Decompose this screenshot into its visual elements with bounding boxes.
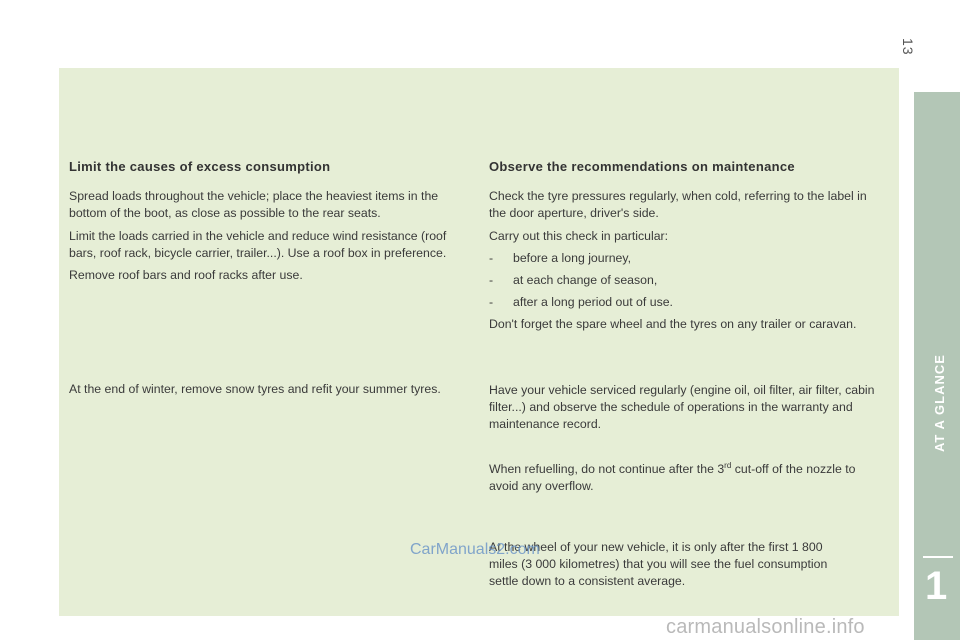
right-paragraph-4: Have your vehicle serviced regularly (engine oil, oil filter, air filter, cabin filter...) and observe the schedule of operations in the warranty and maintenance record. xyxy=(489,383,875,432)
footer-watermark[interactable]: carmanualsonline.info xyxy=(666,616,865,638)
content-panel xyxy=(59,68,899,616)
list-item xyxy=(489,250,884,267)
right-column xyxy=(489,158,884,589)
left-heading: Limit the causes of excess consumption xyxy=(69,159,331,174)
left-column xyxy=(69,158,464,396)
chapter-number: 1 xyxy=(925,564,948,608)
list-item xyxy=(489,272,884,289)
list-item-text: at each change of season, xyxy=(513,273,658,288)
list-item-text: before a long journey, xyxy=(513,250,632,265)
carmanuals-watermark[interactable]: CarManuals2.com xyxy=(410,541,540,558)
refuel-text-end: cut-off of the nozzle to avoid any overflow. xyxy=(489,462,856,494)
left-paragraph-3: Remove roof bars and roof racks after use. xyxy=(69,268,303,283)
right-paragraph-6: At the wheel of your new vehicle, it is only after the first 1 800 miles (3 000 kilometres) that you will see the fuel consumption settle down to a consistent average. xyxy=(489,540,828,589)
chapter-tab-divider xyxy=(923,556,953,558)
right-paragraph-2: Carry out this check in particular: xyxy=(489,228,669,243)
ordinal-suffix: rd xyxy=(724,460,732,470)
list-item xyxy=(489,294,884,311)
right-heading: Observe the recommendations on maintenance xyxy=(489,159,795,174)
left-paragraph-2: Limit the loads carried in the vehicle and reduce wind resistance (roof bars, roof rack, bicycle carrier, trailer...). Use a roof box in preference. xyxy=(69,228,447,260)
refuel-text-start: When refuelling, do not continue after the 3 xyxy=(489,462,725,476)
left-paragraph-1: Spread loads throughout the vehicle; place the heaviest items in the bottom of the boot, as close as possible to the rear seats. xyxy=(69,189,439,221)
list-bullet: - xyxy=(489,273,494,288)
list-bullet: - xyxy=(489,250,494,265)
list-item-text: after a long period out of use. xyxy=(513,295,673,310)
page-number: 13 xyxy=(900,38,916,56)
left-paragraph-4: At the end of winter, remove snow tyres and refit your summer tyres. xyxy=(69,382,441,396)
right-paragraph-1: Check the tyre pressures regularly, when cold, referring to the label in the door aperture, driver's side. xyxy=(489,189,867,221)
right-paragraph-5 xyxy=(489,461,884,495)
chapter-tab-label: AT A GLANCE xyxy=(932,354,947,452)
right-paragraph-3: Don't forget the spare wheel and the tyres on any trailer or caravan. xyxy=(489,317,857,332)
list-bullet: - xyxy=(489,295,494,310)
